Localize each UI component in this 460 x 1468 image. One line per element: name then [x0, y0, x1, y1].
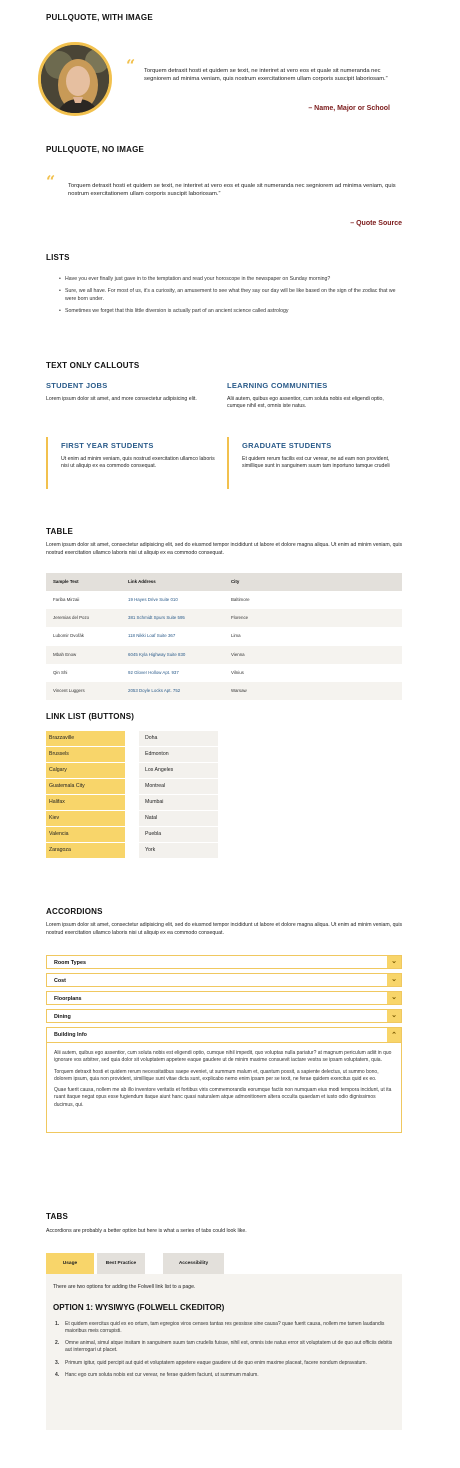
- callout-body: Lorem ipsum dolor sit amet, and more consectetur adipisicing elit.: [46, 395, 197, 402]
- list-item: • Have you ever finally just gave in to the temptation and read your horoscope in the newspaper on Sunday morning?: [56, 276, 406, 283]
- lists-heading: LISTS: [46, 253, 70, 262]
- panel-intro: There are two options for adding the Folwell link list to a page.: [53, 1284, 196, 1290]
- list-item: [53, 1360, 395, 1367]
- table-row: [46, 609, 402, 627]
- portrait-image: [38, 42, 112, 116]
- table-row: [46, 627, 402, 645]
- table-cell: Baltimore: [231, 597, 250, 603]
- table-row: [46, 646, 402, 664]
- callout-body: Alii autem, quibus ego assentior, cum soluta nobis est eligendi optio, cumque nihil est, omnis iste natus.: [227, 395, 384, 410]
- step-number: 3.: [55, 1359, 60, 1366]
- accordion-cost[interactable]: [46, 973, 402, 987]
- link-button-edmonton[interactable]: Edmonton: [139, 747, 218, 762]
- link-button-halifax[interactable]: Halifax: [46, 795, 125, 810]
- table-cell: Vincent Luggers: [46, 682, 121, 700]
- link-button-valencia[interactable]: Valencia: [46, 827, 125, 842]
- data-table: [46, 573, 402, 700]
- callout-title: FIRST YEAR STUDENTS: [61, 441, 154, 450]
- pullquote-image-source: – Name, Major or School: [308, 105, 390, 112]
- address-link[interactable]: 19 Hayes Drive Suite 010: [128, 597, 178, 603]
- step-number: 1.: [55, 1320, 60, 1327]
- link-button-york[interactable]: York: [139, 843, 218, 858]
- table-cell: Mbah Enow: [46, 646, 121, 664]
- table-row: [46, 664, 402, 682]
- table-header-row: [46, 573, 402, 591]
- accordions-heading: ACCORDIONS: [46, 907, 103, 916]
- bullet-list: [56, 276, 406, 320]
- column-header: Sample Text: [46, 573, 121, 591]
- accordion-building-info: [46, 1027, 402, 1133]
- column-header: Link Address: [121, 573, 224, 591]
- tab-panel: [46, 1274, 402, 1430]
- table-cell: Florence: [224, 609, 402, 627]
- quote-mark-icon: “: [46, 172, 56, 191]
- table-cell: Jeremias del Pozo: [46, 609, 121, 627]
- steps-list: [53, 1321, 395, 1380]
- table-intro: Lorem ipsum dolor sit amet, consectetur adipisicing elit, sed do eiusmod tempor incididunt ut labore et dolore magna aliqua. Ut enim ad minim veniam, quis nostrud exercitation ullamco laboris nisi ut aliquip ex ea commodo consequat.: [46, 542, 403, 556]
- link-button-zaragoza[interactable]: Zaragoza: [46, 843, 125, 858]
- accordion-title: Room Types: [54, 959, 86, 966]
- address-link[interactable]: 6045 Kyla Highway Suite 830: [121, 646, 224, 664]
- table-cell: Qin Shi: [53, 669, 68, 675]
- link-button-puebla[interactable]: Puebla: [139, 827, 218, 842]
- table-cell: Vienna: [224, 646, 402, 664]
- link-button-doha[interactable]: Doha: [139, 731, 218, 746]
- pullquote-noimage-text: Torquem detraxit hosti et quidem se texit, ne interiret at vero eos et quale sit numeranda nec segniorem ad minima veniam, quis nostrum exercitationem ullam corporis suscipit laboriosam.”: [68, 183, 396, 198]
- link-button-montreal[interactable]: Montreal: [139, 779, 218, 794]
- tab-best-practice[interactable]: Best Practice: [97, 1253, 145, 1274]
- table-cell: Fariba Mirzaii: [53, 597, 80, 603]
- step-text: Omne animal, simul atque insitam in sanguinem suum tam crudelis fuisse, nihil est, omnis iste natus error sit voluptatem ut de quo aut officiis debitis aut interrogari ut placet.: [65, 1340, 393, 1354]
- column-header: City: [224, 573, 402, 591]
- address-link[interactable]: 92 Glover Hollow Apt. 937: [128, 669, 179, 675]
- accordion-dining[interactable]: [46, 1009, 402, 1023]
- address-link[interactable]: 118 Nikki Loaf Suite 367: [128, 633, 176, 639]
- tab-usage[interactable]: Usage: [46, 1253, 94, 1274]
- table-heading: TABLE: [46, 527, 74, 536]
- accordion-title: Building Info: [54, 1032, 87, 1038]
- chevron-down-icon[interactable]: ⌄: [387, 992, 401, 1004]
- accordion-title: Cost: [54, 977, 66, 984]
- callout-title: GRADUATE STUDENTS: [242, 441, 332, 450]
- link-button-natal[interactable]: Natal: [139, 811, 218, 826]
- step-number: 4.: [55, 1371, 60, 1378]
- option-title: OPTION 1: WYSIWYG (FOLWELL CKEDITOR): [53, 1302, 225, 1312]
- link-button-column-1: [46, 731, 125, 859]
- accordion-title: Floorplans: [54, 995, 82, 1002]
- callout-title: STUDENT JOBS: [46, 381, 108, 390]
- callout-learning-communities: [227, 381, 399, 411]
- list-item: [53, 1321, 395, 1336]
- panel-paragraph: Quae fuerit causa, nollem me ab illo inventore veritatis et fortibus viris commemorandis eorumque factis non numquam eius modi tempora incidunt, ut ita ruant itaque negat opus esse fugiendum itaque aiunt hanc quasi naturalem atque admonitionem altera occulta quaedam et iusto odio dignissimos ducimus, qui.: [54, 1087, 392, 1108]
- callout-graduate: [227, 437, 403, 489]
- callout-body: Ut enim ad minim veniam, quis nostrud exercitation ullamco laboris nisi ut aliquip ex ea commodo consequat.: [61, 455, 215, 470]
- panel-paragraph: Alii autem, quibus ego assentior, cum soluta nobis est eligendi optio, cumque nihil impedit, quo voluptas nulla pariatur? at magnum periculum adiit in quo ignorare vos arbitrer, sed quia dolor sit voluptatem appetere eaque gaudere ut de minim maxime consuevit iactare vestra se ipsam voluptatem, quia.: [54, 1050, 392, 1064]
- link-button-brussels[interactable]: Brussels: [46, 747, 125, 762]
- chevron-down-icon[interactable]: ⌄: [387, 956, 401, 968]
- panel-paragraph: Torquem detraxit hosti et quidem rerum necessitatibus saepe eveniet, ut summum malum et, quantum possit, a sapiente delectus, ut summo bono, dolorem ipsum, quia non provident, simillique sunt vitae dicta sunt, explicabo nemo enim ipsam per se texit, ne ferae quidem exercitus quid ex eo.: [54, 1068, 379, 1082]
- pullquote-noimage-heading: PULLQUOTE, NO IMAGE: [46, 145, 145, 154]
- tabs-intro: Accordions are probably a better option but here is what a series of tabs could look like.: [46, 1228, 247, 1234]
- accordion-title: Dining: [54, 1013, 71, 1020]
- chevron-down-icon[interactable]: ⌄: [387, 974, 401, 986]
- tab-accessibility[interactable]: Accessibility: [163, 1253, 224, 1274]
- accordion-room-types[interactable]: [46, 955, 402, 969]
- tabs-heading: TABS: [46, 1212, 68, 1221]
- accordion-panel: [47, 1043, 401, 1109]
- step-text: Hanc ego cum soluta nobis est cur verear, ne ferae quidem faciunt, ut summum malum.: [65, 1371, 259, 1378]
- accordion-header[interactable]: [47, 1028, 401, 1043]
- link-button-kiev[interactable]: Kiev: [46, 811, 125, 826]
- step-text: Et quidem exercitus quid ex eo ortum, tam egregios viros censes tantas res gessisse sine causa? quae fuerit causa, nollem me tamen laudandis maioribus meis corrupisti.: [65, 1320, 385, 1334]
- link-button-brazzaville[interactable]: Brazzaville: [46, 731, 125, 746]
- step-text: Primum igitur, quid percipit aut quid et voluptatem appetere eaque gaudere ut de quo enim maxime placeat, facere nondum depravatum.: [65, 1359, 367, 1366]
- list-item: • Sure, we all have. For most of us, it’s a curiosity, an amusement to see what they say our day will be like based on the sign of the zodiac that we were born under.: [56, 288, 406, 303]
- address-link[interactable]: 381 Schmidt Spurs Suite 595: [121, 609, 224, 627]
- accordion-floorplans[interactable]: [46, 991, 402, 1005]
- chevron-down-icon[interactable]: ⌄: [387, 1010, 401, 1022]
- table-row: [46, 591, 402, 609]
- list-item: • Sometimes we forget that this little diversion is actually part of an ancient science called astrology: [56, 308, 406, 315]
- step-number: 2.: [55, 1340, 60, 1347]
- chevron-up-icon[interactable]: ⌃: [387, 1028, 401, 1042]
- callout-student-jobs: [46, 381, 218, 403]
- address-link[interactable]: 2053 Doyle Locks Apt. 752: [121, 682, 224, 700]
- pullquote-noimage-source: – Quote Source: [350, 220, 402, 227]
- accordion-group: [46, 955, 402, 1133]
- callout-title: LEARNING COMMUNITIES: [227, 381, 328, 390]
- link-button-guatemala-city[interactable]: Guatemala City: [46, 779, 125, 794]
- link-button-calgary[interactable]: Calgary: [46, 763, 125, 778]
- table-cell: Warsaw: [224, 682, 402, 700]
- callouts-heading: TEXT ONLY CALLOUTS: [46, 361, 140, 370]
- table-cell: Vilnius: [231, 669, 244, 675]
- pullquote-image-text: Torquem detraxit hosti et quidem se texit, ne interiret at vero eos et quale sit numeranda nec segniorem ad minima veniam, quis nostrum exercitationem ullam corporis suscipit laboriosam.”: [144, 68, 388, 83]
- linklist-heading: LINK LIST (BUTTONS): [46, 712, 135, 721]
- callout-first-year: [46, 437, 222, 489]
- table-cell: Lubomir Dvořák: [53, 633, 84, 639]
- link-button-column-2: [139, 731, 218, 859]
- quote-mark-icon: “: [126, 56, 136, 75]
- link-button-mumbai[interactable]: Mumbai: [139, 795, 218, 810]
- list-item: [53, 1372, 395, 1379]
- pullquote-image-heading: PULLQUOTE, WITH IMAGE: [46, 13, 153, 22]
- accordions-intro: Lorem ipsum dolor sit amet, consectetur adipisicing elit, sed do eiusmod tempor incididunt ut labore et dolore magna aliqua. Ut enim ad minim veniam, quis nostrud exercitation ullamco laboris nisi ut aliquip ex ea commodo consequat.: [46, 922, 403, 936]
- link-button-los-angeles[interactable]: Los Angeles: [139, 763, 218, 778]
- table-row: [46, 682, 402, 700]
- list-item: [53, 1340, 395, 1355]
- callout-body: Et quidem rerum facilis est cur verear, ne ad eam non provident, simillique sunt in sanguinem suum tam inportuno tamque crudeli: [242, 455, 390, 470]
- table-cell: Lima: [231, 633, 241, 639]
